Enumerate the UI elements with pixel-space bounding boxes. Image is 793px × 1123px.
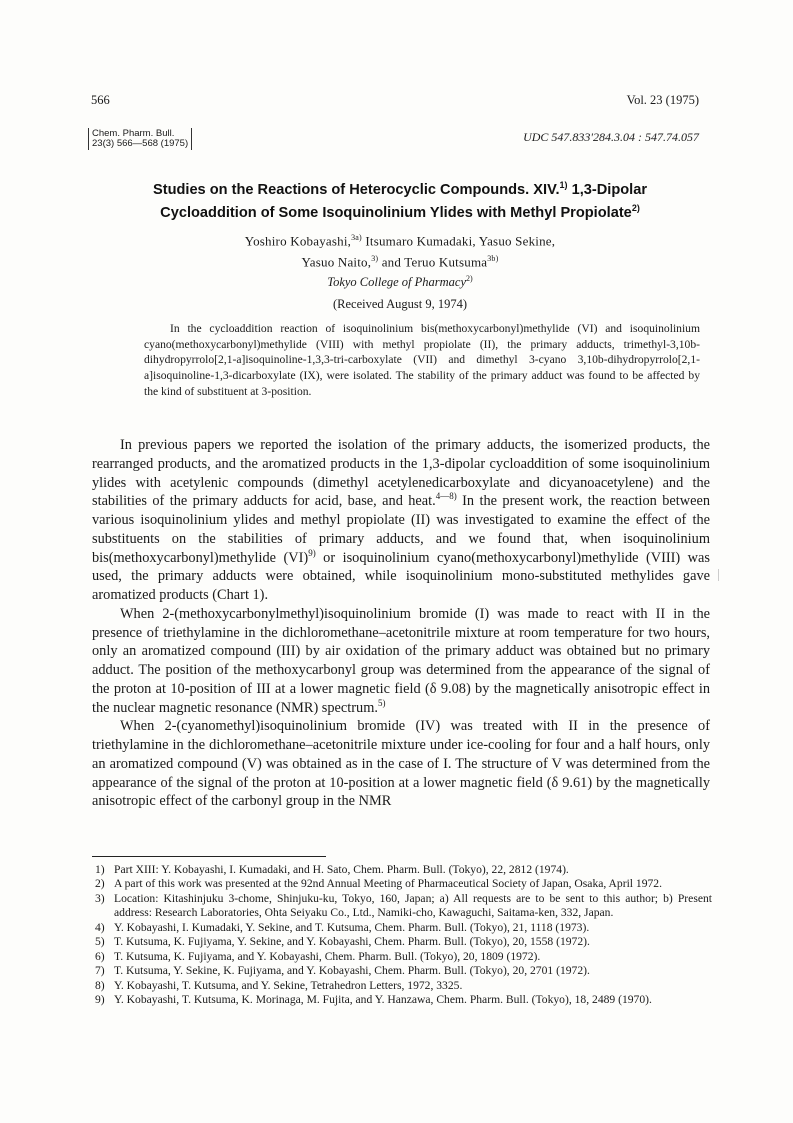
author-list [120, 229, 680, 272]
title-footnote-ref-1: 1) [559, 180, 568, 190]
paragraph [92, 605, 710, 718]
footnote-item [92, 979, 712, 993]
page-number: 566 [91, 93, 110, 107]
author-kobayashi: Yoshiro Kobayashi, [244, 233, 352, 249]
footnotes [92, 863, 712, 1008]
volume-label: Vol. 23 (1975) [626, 93, 699, 107]
footnote-text: T. Kutsuma, Y. Sekine, K. Fujiyama, and Y. Kobayashi, Chem. Pharm. Bull. (Tokyo), 20, 2701 (1972). [114, 964, 590, 978]
footnote-text: A part of this work was presented at the 92nd Annual Meeting of Pharmaceutical Society of Japan, Osaka, April 1972. [114, 877, 662, 891]
footnote-number: 6) [95, 949, 105, 963]
footnote-text: Location: Kitashinjuku 3-chome, Shinjuku-ku, Tokyo, 160, Japan; a) All requests are to be sent to this author; b) Present address: Research Laboratories, Ohta Seiyaku Co., Ltd., Namiki-cho, Kawaguchi, Saitama-ken, 332, Japan. [114, 891, 712, 920]
footnote-item [92, 877, 712, 891]
author-naito: Yasuo Naito, [301, 254, 372, 270]
footnote-item [92, 935, 712, 949]
author-kutsuma: and Teruo Kutsuma [378, 254, 488, 270]
footnote-number: 1) [95, 863, 105, 876]
footnote-text: T. Kutsuma, K. Fujiyama, Y. Sekine, and Y. Kobayashi, Chem. Pharm. Bull. (Tokyo), 20, 1558 (1972). [114, 935, 590, 949]
affiliation-text: Tokyo College of Pharmacy [327, 275, 467, 290]
paragraph-text: or isoquinolinium cyano(methoxycarbonyl)methylide (VIII) was used, the primary adducts were obtained, while isoquinolinium mono-substituted methylides gave aromatized products (Chart 1). [92, 549, 710, 603]
title-line-1-text: Studies on the Reactions of Heterocyclic Compounds. XIV. [152, 181, 560, 198]
footnote-text: Y. Kobayashi, I. Kumadaki, Y. Sekine, and T. Kutsuma, Chem. Pharm. Bull. (Tokyo), 21, 1118 (1973). [114, 920, 590, 934]
received-date: (Received August 9, 1974) [332, 297, 467, 311]
footnote-number: 7) [95, 964, 105, 978]
footnote-number: 5) [95, 935, 105, 949]
citation-ref: 9) [308, 547, 316, 558]
citation-ref: 5) [377, 697, 386, 708]
paragraph [92, 436, 710, 605]
paragraph-text: In previous papers we reported the isolation of the primary adducts, the isomerized products, the rearranged products, and the aromatized products in the 1,3-dipolar cycloaddition of some isoquinolinium ylides with acetylenic compounds (dimethyl acetylenedicarboxylate and dicyanoacetylene) and the stabilities of the primary adducts for acid, base, and heat. [92, 437, 710, 510]
title-line-2-text: Cycloaddition of Some Isoquinolinium Ylides with Methyl Propiolate [160, 205, 632, 222]
footnote-number: 2) [95, 877, 105, 891]
author-footnote-ref: 3b) [487, 254, 499, 264]
affiliation [120, 274, 680, 290]
footnote-item [92, 892, 712, 921]
udc-code: UDC 547.833'284.3.04 : 547.74.057 [523, 130, 699, 144]
paragraph [92, 717, 710, 811]
title-line-1 [120, 176, 680, 199]
title-line-1-tail: 1,3-Dipolar [567, 181, 648, 198]
journal-reference-line1: Chem. Pharm. Bull. [92, 128, 175, 139]
footnote-item [92, 863, 712, 877]
footnote-text: Part XIII: Y. Kobayashi, I. Kumadaki, and H. Sato, Chem. Pharm. Bull. (Tokyo), 22, 2812 (1974). [114, 863, 569, 876]
footnote-divider [92, 856, 326, 857]
paragraph-text: In the present work, the reaction between various isoquinolinium ylides and methyl propiolate (II) was investigated to examine the effect of the substituents on the stabilities of primary adducts, and we found that, when isoquinolinium bis(methoxycarbonyl)methylide (VI) [92, 493, 711, 566]
footnote-item [92, 950, 712, 964]
paragraph-text: When 2-(methoxycarbonylmethyl)isoquinolinium bromide (I) was made to react with II in the presence of triethylamine in the dichloromethane–acetonitrile mixture at room temperature for two hours, only an aromatized compound (III) by air oxidation of the primary adduct was obtained but no primary adduct. The position of the methoxycarbonyl group was determined from the appearance of the signal of the proton at 10-position of III at a lower magnetic field (δ 9.08) by the magnetically anisotropic effect in the nuclear magnetic resonance (NMR) spectrum. [92, 605, 710, 716]
author-line-2 [120, 250, 680, 271]
journal-reference-line2: 23(3) 566—568 (1975) [92, 138, 189, 149]
citation-ref: 4—8) [435, 491, 457, 502]
footnote-item [92, 993, 712, 1007]
footnote-number: 8) [95, 978, 105, 992]
affiliation-footnote-ref: 2) [466, 274, 473, 283]
author-footnote-ref: 3) [371, 254, 379, 264]
footnote-number: 9) [95, 993, 105, 1007]
title-footnote-ref-2: 2) [631, 203, 640, 214]
footnote-item [92, 964, 712, 978]
footnote-number: 4) [95, 920, 105, 934]
author-line-1 [120, 229, 680, 250]
footnote-text: T. Kutsuma, K. Fujiyama, and Y. Kobayashi, Chem. Pharm. Bull. (Tokyo), 20, 1809 (1972). [114, 949, 541, 963]
abstract: In the cycloaddition reaction of isoquinolinium bis(methoxycarbonyl)methylide (VI) and isoquinolinium cyano(methoxycarbonyl)methylide (VIII) with methyl propiolate (II), the primary adducts, trimethyl-3,10b-dihydropyrrolo[2,1-a]isoquinoline-1,3,3-tri-carboxylate (VII) and dimethyl 3-cyano 3,10b-dihydropyrrolo[2,1-a]isoquinoline-1,3-dicarboxylate (IX), were isolated. The stability of the primary adduct was found to be affected by the kind of substituent at 3-position. [144, 322, 700, 398]
footnote-number: 3) [95, 891, 105, 905]
journal-reference [88, 128, 192, 150]
author-footnote-ref: 3a) [351, 233, 362, 242]
footnote-text: Y. Kobayashi, T. Kutsuma, and Y. Sekine, Tetrahedron Letters, 1972, 3325. [114, 978, 463, 992]
scan-mark [718, 569, 719, 581]
footnote-item [92, 921, 712, 935]
body-text [92, 436, 710, 811]
authors-kumadaki-sekine: Itsumaro Kumadaki, Yasuo Sekine, [361, 233, 556, 249]
title-line-2 [120, 199, 680, 222]
footnote-text: Y. Kobayashi, T. Kutsuma, K. Morinaga, M. Fujita, and Y. Hanzawa, Chem. Pharm. Bull. (Tokyo), 18, 2489 (1970). [114, 993, 652, 1007]
paper-title [120, 176, 680, 223]
paragraph-text: When 2-(cyanomethyl)isoquinolinium bromide (IV) was treated with II in the presence of triethylamine in the dichloromethane–acetonitrile mixture under ice-cooling for four and a half hours, only an aromatized compound (V) was obtained as in the case of I. The structure of V was determined from the appearance of the signal of the proton at 10-position at a lower magnetic field (δ 9.61) by the magnetically anisotropic effect of the carbonyl group in the NMR [92, 718, 710, 810]
